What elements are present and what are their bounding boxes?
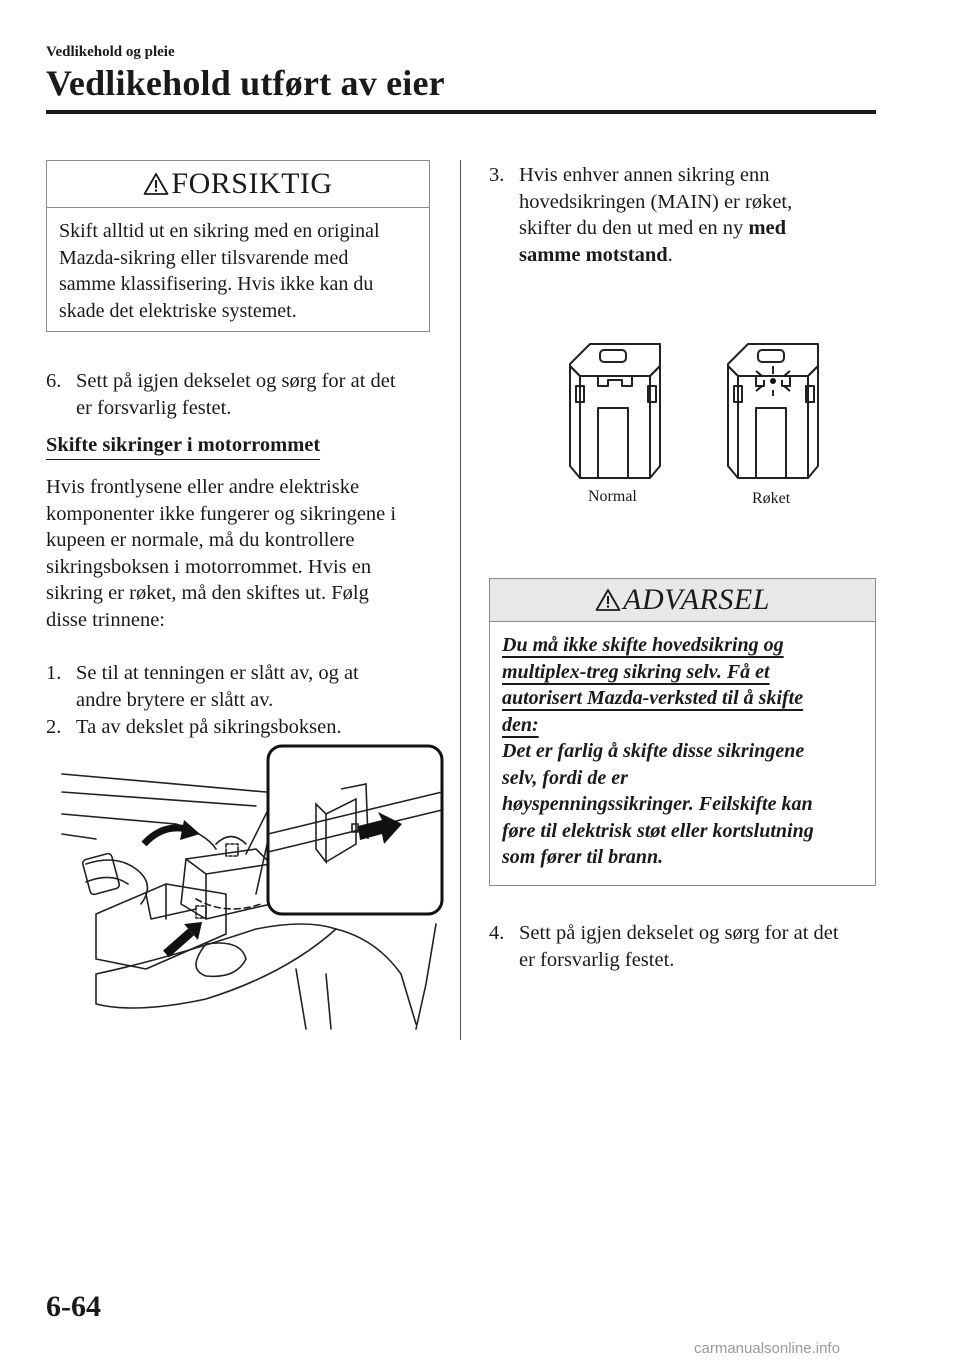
step-text: Hvis enhver annen sikring enn: [519, 164, 770, 186]
section-heading: Skifte sikringer i motorrommet: [46, 434, 320, 460]
watermark: carmanualsonline.info: [694, 1340, 840, 1357]
section-label: Vedlikehold og pleie: [46, 44, 175, 60]
warning-line-underlined: den:: [502, 713, 539, 736]
fuse-normal-illustration: [560, 336, 670, 490]
step-text: Sett på igjen dekselet og sørg for at det: [76, 370, 396, 392]
step-text-segment: skifter du den ut med en ny: [519, 217, 749, 239]
step-6: [46, 368, 446, 422]
warning-line: høyspenningssikringer. Feilskifte kan: [502, 793, 813, 815]
step-text: Sett på igjen dekselet og sørg for at det: [519, 922, 839, 944]
chapter-title: Vedlikehold utført av eier: [46, 63, 445, 103]
step-text: Se til at tenningen er slått av, og at: [76, 662, 359, 684]
warning-triangle-icon: [143, 172, 169, 196]
fuse-blown-label: Røket: [752, 490, 791, 507]
step-text-segment: .: [667, 243, 673, 266]
caution-text: [47, 208, 429, 324]
step-text: andre brytere er slått av.: [76, 688, 274, 711]
step-4: [489, 920, 889, 974]
paragraph-line: kupeen er normale, må du kontrollere: [46, 529, 355, 551]
step-3: [489, 162, 879, 270]
warning-line: som fører til brann.: [502, 846, 664, 868]
warning-header: [490, 579, 875, 622]
warning-line-underlined: multiplex-treg sikring selv. Få et: [502, 660, 770, 683]
header-rule: [46, 110, 876, 114]
warning-triangle-icon: [595, 588, 621, 612]
step-text: er forsvarlig festet.: [519, 948, 675, 971]
step-number: 2.: [46, 716, 62, 738]
caution-title: FORSIKTIG: [171, 167, 333, 200]
step-text: er forsvarlig festet.: [76, 396, 232, 419]
step-text-bold: samme motstand: [519, 243, 668, 266]
step-text: hovedsikringen (MAIN) er røket,: [519, 190, 793, 213]
warning-title: ADVARSEL: [623, 583, 770, 616]
column-divider: [460, 160, 461, 1040]
caution-line: skade det elektriske systemet.: [59, 299, 297, 322]
step-number: 4.: [489, 922, 505, 944]
fuse-normal-label: Normal: [588, 488, 637, 505]
paragraph-line: komponenter ikke fungerer og sikringene i: [46, 502, 397, 525]
warning-line: Det er farlig å skifte disse sikringene: [502, 740, 805, 762]
step-text-bold: med: [748, 217, 787, 239]
warning-box: [489, 578, 876, 886]
caution-line: samme klassifisering. Hvis ikke kan du: [59, 273, 374, 295]
warning-text: [490, 622, 875, 871]
caution-line: Skift alltid ut en sikring med en original: [59, 220, 380, 242]
warning-line-underlined: autorisert Mazda-verksted til å skifte: [502, 687, 804, 709]
step-number: 6.: [46, 370, 62, 392]
engine-fusebox-illustration: [56, 744, 446, 1034]
page-number: 6-64: [46, 1290, 101, 1323]
fuse-blown-illustration: [718, 336, 828, 490]
caution-header: [47, 161, 429, 208]
paragraph-line: Hvis frontlysene eller andre elektriske: [46, 476, 360, 498]
step-text: [519, 215, 786, 242]
caution-line: Mazda-sikring eller tilsvarende med: [59, 246, 349, 269]
step-1: [46, 660, 446, 714]
paragraph-line: sikring er røket, må den skiftes ut. Følg: [46, 582, 369, 604]
step-text: [519, 242, 673, 269]
paragraph-line: disse trinnene:: [46, 608, 165, 631]
intro-paragraph: [46, 474, 446, 633]
warning-line-underlined: Du må ikke skifte hovedsikring og: [502, 634, 784, 656]
step-2: [46, 714, 446, 742]
step-number: 3.: [489, 164, 505, 186]
warning-line: selv, fordi de er: [502, 766, 628, 789]
paragraph-line: sikringsboksen i motorrommet. Hvis en: [46, 555, 372, 578]
step-number: 1.: [46, 662, 62, 684]
caution-box: [46, 160, 430, 332]
warning-line: føre til elektrisk støt eller kortslutning: [502, 819, 814, 842]
step-text: Ta av dekslet på sikringsboksen.: [76, 716, 342, 738]
